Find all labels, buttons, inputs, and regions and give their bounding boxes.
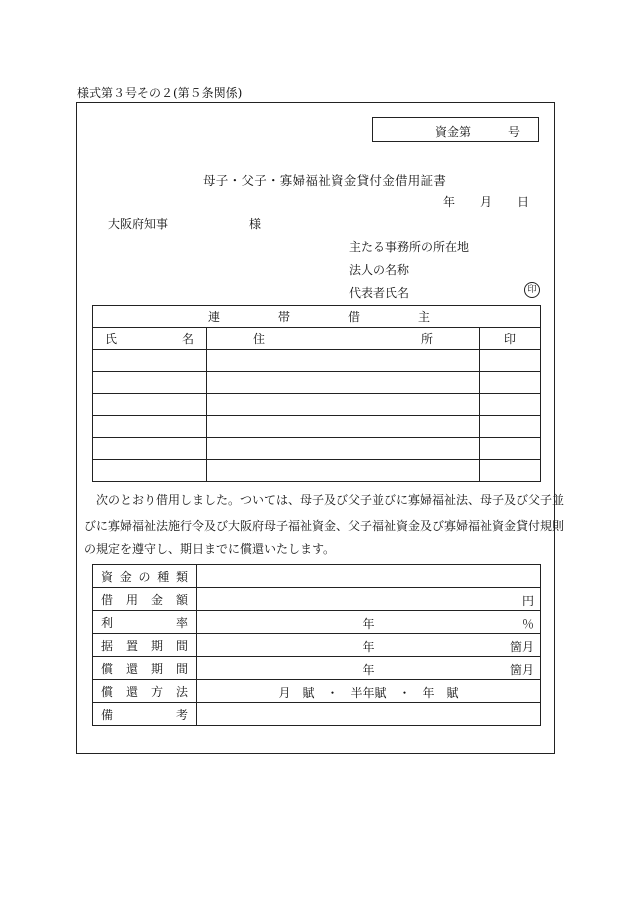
table-row bbox=[93, 350, 541, 372]
seal-cell[interactable] bbox=[480, 372, 541, 394]
corporation-name-label: 法人の名称 bbox=[349, 263, 410, 277]
loan-number-suffix: 号 bbox=[508, 125, 521, 139]
loan-row-repayment-period bbox=[93, 657, 541, 680]
seal-cell[interactable] bbox=[480, 416, 541, 438]
name-cell[interactable] bbox=[93, 350, 207, 372]
heading-char: 借 bbox=[348, 310, 361, 324]
table-row bbox=[93, 394, 541, 416]
loan-amount-label: 借 用 金 額 bbox=[93, 588, 197, 611]
loan-row-fund-type bbox=[93, 565, 541, 588]
seal-cell[interactable] bbox=[480, 350, 541, 372]
table-row bbox=[93, 460, 541, 482]
address-cell[interactable] bbox=[207, 394, 480, 416]
column-header-seal: 印 bbox=[480, 328, 541, 350]
joint-borrower-heading bbox=[93, 306, 541, 328]
seal-cell[interactable] bbox=[480, 460, 541, 482]
heading-char: 連 bbox=[208, 310, 221, 324]
statement-line-3: の規定を遵守し、期日までに償還いたします。 bbox=[84, 542, 336, 556]
joint-borrower-table bbox=[92, 305, 541, 482]
seal-mark: 印 bbox=[524, 282, 540, 298]
grace-period-value[interactable] bbox=[197, 634, 541, 657]
office-address-label: 主たる事務所の所在地 bbox=[349, 240, 470, 254]
interest-rate-unit: ％ bbox=[521, 617, 534, 631]
heading-char: 主 bbox=[418, 310, 431, 324]
name-cell[interactable] bbox=[93, 438, 207, 460]
repayment-period-center-text: 年 bbox=[362, 663, 375, 677]
column-header-name: 氏 名 bbox=[93, 328, 207, 350]
heading-char: 帯 bbox=[278, 310, 291, 324]
name-cell[interactable] bbox=[93, 460, 207, 482]
seal-cell[interactable] bbox=[480, 438, 541, 460]
repayment-period-unit: 箇月 bbox=[509, 663, 534, 677]
addressee-name: 大阪府知事 bbox=[108, 217, 169, 231]
name-cell[interactable] bbox=[93, 416, 207, 438]
seal-cell[interactable] bbox=[480, 394, 541, 416]
address-cell[interactable] bbox=[207, 416, 480, 438]
date-day: 日 bbox=[517, 195, 530, 209]
loan-amount-unit: 円 bbox=[521, 594, 534, 608]
repayment-period-label: 償 還 期 間 bbox=[93, 657, 197, 680]
date-month: 月 bbox=[480, 195, 493, 209]
addressee-honorific: 様 bbox=[249, 217, 262, 231]
statement-line-1: 次のとおり借用しました。ついては、母子及び父子並びに寡婦福祉法、母子及び父子並 bbox=[96, 493, 565, 507]
remarks-label: 備 考 bbox=[93, 703, 197, 726]
loan-terms-table bbox=[92, 564, 541, 726]
loan-row-interest-rate bbox=[93, 611, 541, 634]
date-year: 年 bbox=[443, 195, 456, 209]
name-cell[interactable] bbox=[93, 394, 207, 416]
grace-period-center-text: 年 bbox=[362, 640, 375, 654]
column-header-address: 住 所 bbox=[207, 328, 480, 350]
loan-row-repayment-method bbox=[93, 680, 541, 703]
table-row bbox=[93, 372, 541, 394]
repayment-period-value[interactable] bbox=[197, 657, 541, 680]
loan-row-remarks bbox=[93, 703, 541, 726]
statement-line-2: びに寡婦福祉法施行令及び大阪府母子福祉資金、父子福祉資金及び寡婦福祉資金貸付規則 bbox=[84, 519, 565, 533]
address-cell[interactable] bbox=[207, 350, 480, 372]
interest-rate-center-text: 年 bbox=[362, 617, 375, 631]
fund-type-value[interactable] bbox=[197, 565, 541, 588]
repayment-method-label: 償 還 方 法 bbox=[93, 680, 197, 703]
repayment-method-center-text: 月 賦 ・ 半年賦 ・ 年 賦 bbox=[278, 686, 459, 700]
representative-name-label: 代表者氏名 bbox=[349, 286, 410, 300]
form-number-label: 様式第３号その２(第５条関係) bbox=[77, 86, 243, 100]
fund-type-label: 資 金 の 種 類 bbox=[93, 565, 197, 588]
grace-period-label: 据 置 期 間 bbox=[93, 634, 197, 657]
loan-row-loan-amount bbox=[93, 588, 541, 611]
interest-rate-label: 利 率 bbox=[93, 611, 197, 634]
address-cell[interactable] bbox=[207, 438, 480, 460]
name-cell[interactable] bbox=[93, 372, 207, 394]
address-cell[interactable] bbox=[207, 460, 480, 482]
table-column-header-row bbox=[93, 328, 541, 350]
loan-row-grace-period bbox=[93, 634, 541, 657]
repayment-method-value[interactable] bbox=[197, 680, 541, 703]
loan-number-prefix: 資金第 bbox=[435, 125, 472, 139]
table-row bbox=[93, 438, 541, 460]
address-cell[interactable] bbox=[207, 372, 480, 394]
grace-period-unit: 箇月 bbox=[509, 640, 534, 654]
remarks-value[interactable] bbox=[197, 703, 541, 726]
table-header-row bbox=[93, 306, 541, 328]
table-row bbox=[93, 416, 541, 438]
loan-amount-value[interactable] bbox=[197, 588, 541, 611]
loan-number-box bbox=[372, 117, 539, 142]
interest-rate-value[interactable] bbox=[197, 611, 541, 634]
document-title: 母子・父子・寡婦福祉資金貸付金借用証書 bbox=[203, 173, 447, 188]
